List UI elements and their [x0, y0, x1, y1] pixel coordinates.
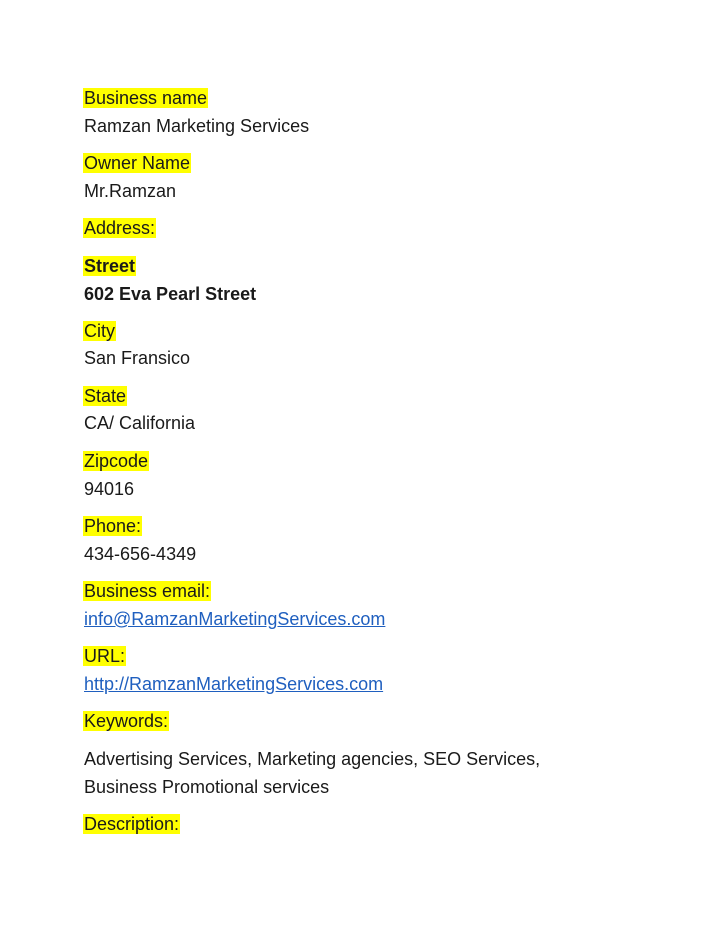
address-label: Address: [84, 218, 156, 238]
email-label-line [84, 579, 211, 603]
business-name-value: Ramzan Marketing Services [84, 116, 310, 136]
url-link[interactable]: http://RamzanMarketingServices.com [84, 674, 384, 694]
state-value: CA/ California [84, 413, 196, 433]
address-label-line [84, 216, 156, 240]
zipcode-label-line [84, 449, 149, 473]
phone-label-line [84, 514, 142, 538]
keywords-label-line [84, 709, 169, 733]
owner-name-label: Owner Name [84, 153, 191, 173]
city-value: San Fransico [84, 348, 191, 368]
keywords-value-line-1: Advertising Services, Marketing agencies, SEO Services, [84, 749, 541, 769]
description-label: Description: [84, 814, 180, 834]
street-label-line [84, 254, 136, 278]
city-label: City [84, 321, 115, 341]
business-name-label: Business name [84, 88, 208, 108]
zipcode-label: Zipcode [84, 451, 149, 471]
state-label: State [84, 386, 127, 406]
keywords-label: Keywords: [84, 711, 169, 731]
street-label: Street [84, 256, 136, 276]
keywords-value-line-2: Business Promotional services [84, 777, 330, 797]
email-label: Business email: [84, 581, 211, 601]
city-label-line [84, 319, 116, 343]
phone-value: 434-656-4349 [84, 544, 197, 564]
email-line [84, 607, 385, 631]
state-label-line [84, 384, 127, 408]
owner-name-value: Mr.Ramzan [84, 181, 177, 201]
zipcode-value: 94016 [84, 479, 135, 499]
url-line [84, 672, 383, 696]
url-label-line [84, 644, 126, 668]
url-label: URL: [84, 646, 126, 666]
description-label-line [84, 812, 180, 836]
street-value: 602 Eva Pearl Street [84, 284, 257, 304]
owner-name-label-line [84, 151, 191, 175]
phone-label: Phone: [84, 516, 142, 536]
business-name-label-line [84, 86, 208, 110]
email-link[interactable]: info@RamzanMarketingServices.com [84, 609, 386, 629]
